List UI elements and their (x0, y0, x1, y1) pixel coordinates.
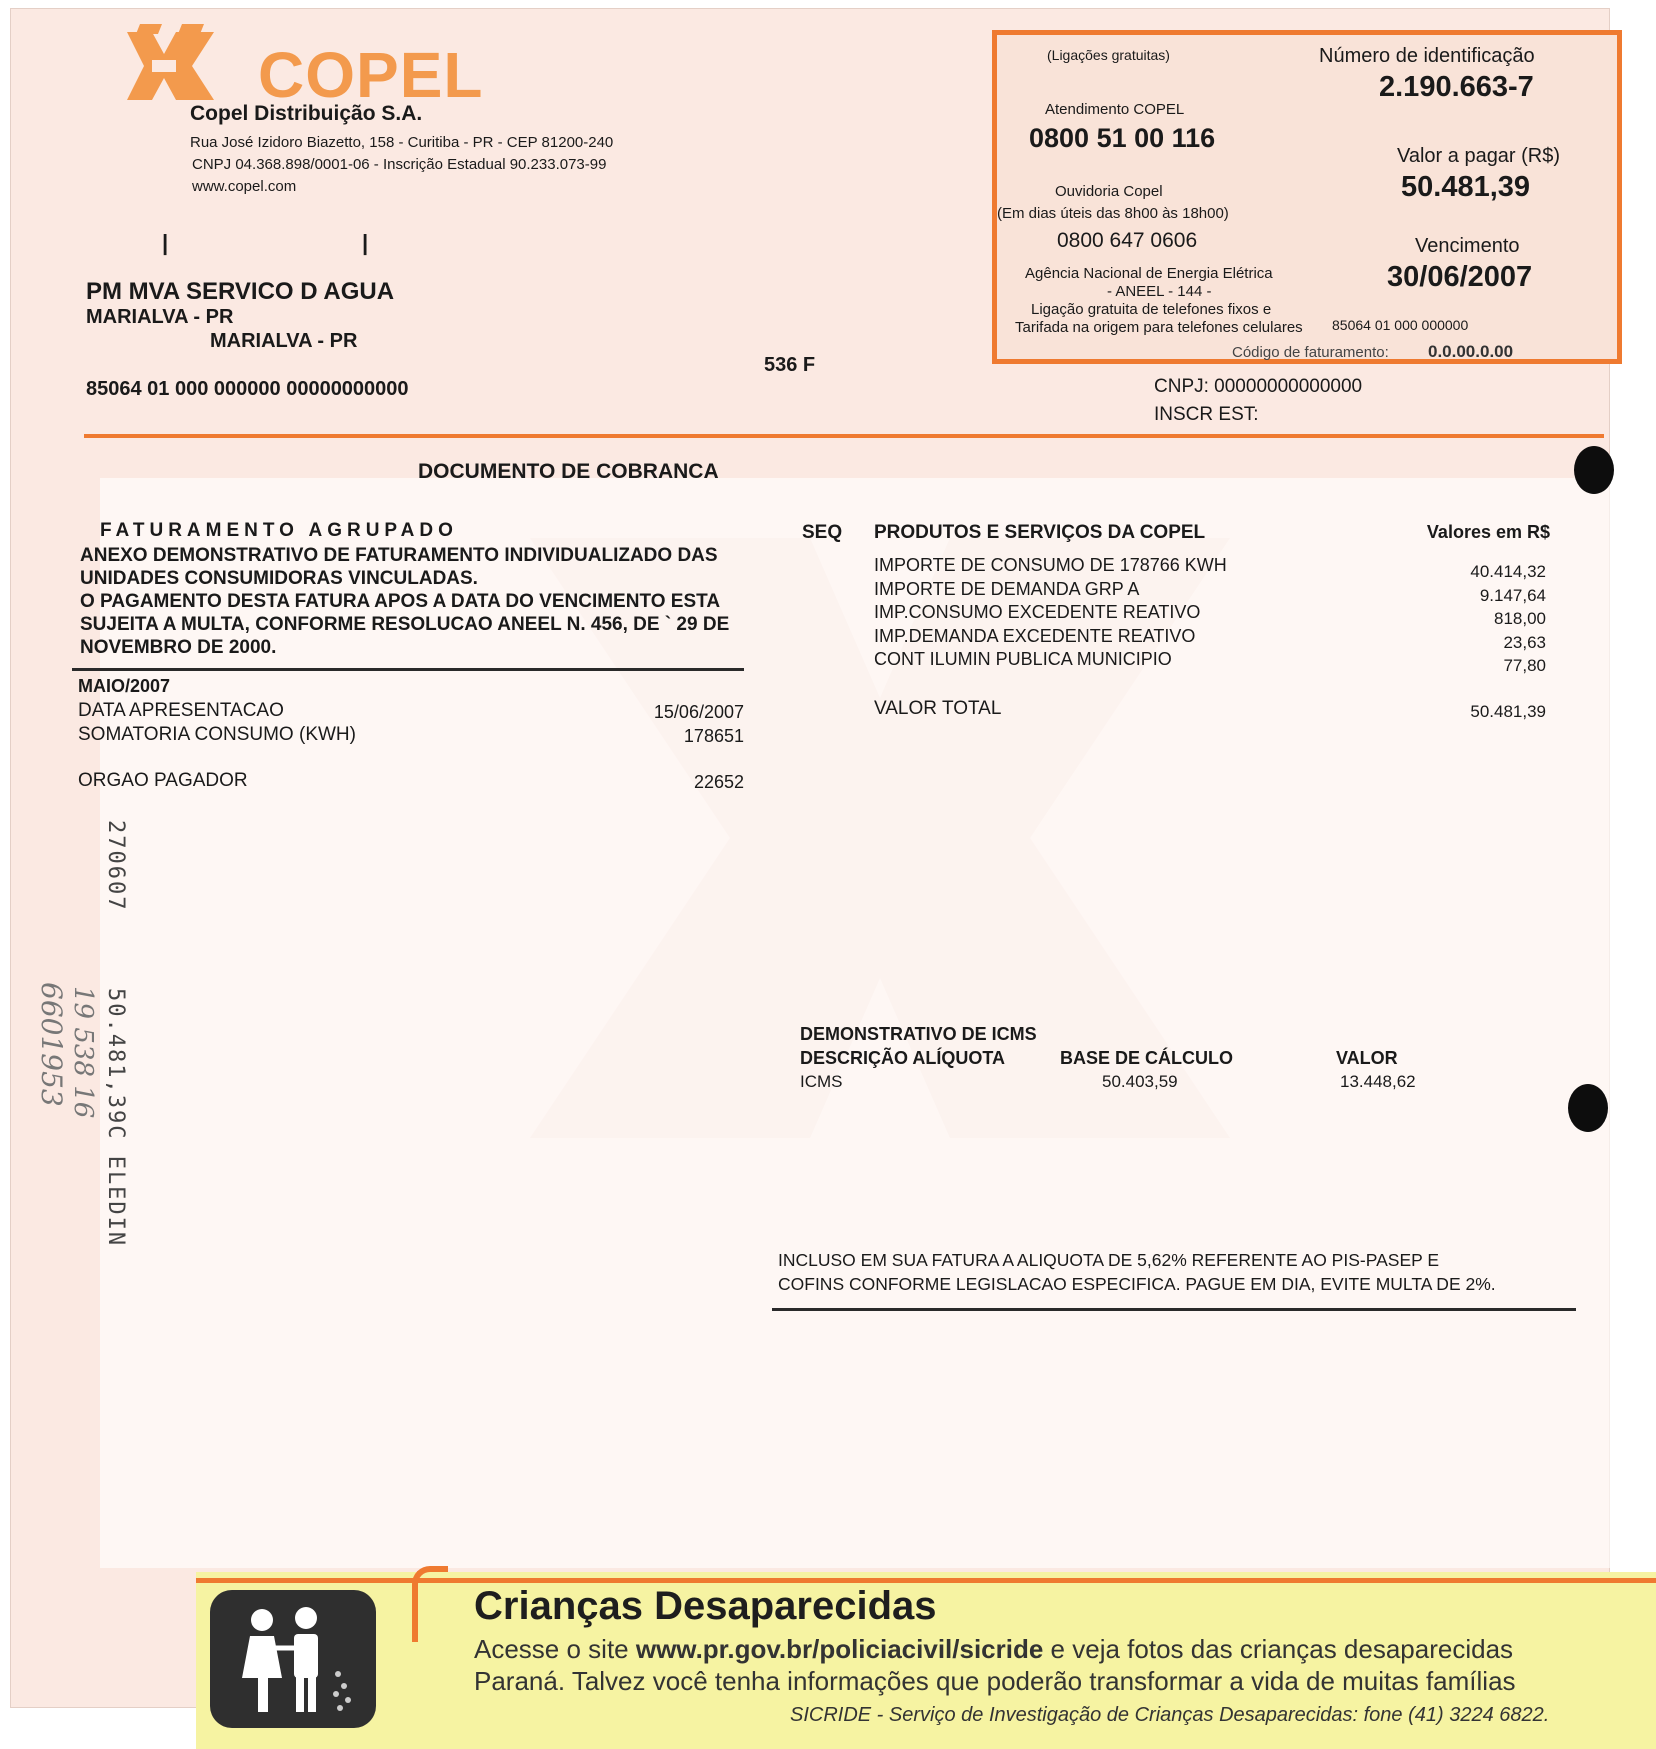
billing-code-value: 0.0.00.0.00 (1428, 342, 1514, 361)
icms-desc: ICMS (800, 1072, 843, 1091)
handwritten-note: 19 538 16 (68, 986, 98, 1119)
summary-value: 15/06/2007 (653, 702, 744, 722)
payment-info-box (992, 30, 1622, 364)
summary-value: 178651 (683, 726, 744, 746)
punch-hole (1574, 446, 1614, 494)
free-calls-label: (Ligações gratuitas) (1047, 47, 1170, 63)
tick-mark: | (162, 230, 169, 255)
notice-line: NOVEMBRO DE 2000. (80, 637, 277, 658)
product-item-value: 40.414,32 (1470, 562, 1546, 581)
company-address: Rua José Izidoro Biazetto, 158 - Curitiba - PR - CEP 81200-240 (190, 134, 614, 151)
billing-period: MAIO/2007 (78, 676, 171, 696)
icms-col-base: BASE DE CÁLCULO (1060, 1048, 1234, 1068)
notice-line: UNIDADES CONSUMIDORAS VINCULADAS. (80, 568, 478, 589)
product-list (874, 554, 1227, 672)
summary-label: SOMATORIA CONSUMO (KWH) (78, 724, 356, 745)
billing-code-label: Código de faturamento: (1232, 344, 1389, 361)
stamp-vertical: 270607 (103, 820, 128, 912)
amount-label: Valor a pagar (R$) (1397, 145, 1561, 167)
notice-line: ANEXO DEMONSTRATIVO DE FATURAMENTO INDIVIDUALIZADO DAS (80, 545, 718, 566)
grouped-billing-heading: FATURAMENTO AGRUPADO (100, 520, 458, 541)
values-header: Valores em R$ (1426, 522, 1550, 542)
atendimento-phone: 0800 51 00 116 (1029, 123, 1216, 153)
product-item-value: 23,63 (1503, 632, 1546, 652)
aneel-line-2: - ANEEL - 144 - (1107, 283, 1212, 300)
customer-city-secondary: MARIALVA - PR (210, 330, 358, 352)
stamp-vertical: 50.481,39C ELEDIN (103, 988, 128, 1248)
due-value: 30/06/2007 (1387, 261, 1533, 293)
customer-name: PM MVA SERVICO D AGUA (86, 278, 395, 305)
customer-cnpj: CNPJ: 00000000000000 (1154, 376, 1363, 397)
note-divider (772, 1308, 1576, 1311)
banner-line-2: Paraná. Talvez você tenha informações que poderão transformar a vida de muitas famílias (474, 1666, 1516, 1696)
tick-mark: | (362, 230, 369, 255)
company-cnpj: CNPJ 04.368.898/0001-06 - Inscrição Estadual 90.233.073-99 (192, 156, 607, 173)
ouvidoria-label: Ouvidoria Copel (1055, 183, 1163, 200)
icms-col-value: VALOR (1336, 1048, 1398, 1068)
product-item-value: 818,00 (1494, 609, 1546, 628)
tax-note-line: INCLUSO EM SUA FATURA A ALIQUOTA DE 5,62% REFERENTE AO PIS-PASEP E (778, 1250, 1440, 1270)
banner-line-1 (474, 1634, 1513, 1665)
icms-title: DEMONSTRATIVO DE ICMS (800, 1024, 1037, 1044)
product-item-value: 77,80 (1503, 656, 1546, 675)
bill-page (10, 8, 1610, 1708)
sicride-link[interactable]: www.pr.gov.br/policiacivil/sicride (635, 1634, 1044, 1664)
products-header: PRODUTOS E SERVIÇOS DA COPEL (874, 522, 1206, 543)
family-icon (210, 1590, 376, 1728)
route-code: 536 F (764, 354, 816, 376)
company-name: Copel Distribuição S.A. (190, 102, 423, 125)
aneel-line-1: Agência Nacional de Energia Elétrica (1025, 265, 1273, 282)
seq-header: SEQ (802, 522, 843, 543)
banner-contact: SICRIDE - Serviço de Investigação de Crianças Desaparecidas: fone (41) 3224 6822. (790, 1704, 1550, 1726)
customer-codes: 85064 01 000 000000 (1332, 317, 1469, 333)
atendimento-label: Atendimento COPEL (1045, 101, 1185, 118)
product-values (1390, 560, 1546, 678)
summary-value: 22652 (693, 772, 744, 792)
product-item-value: 9.147,64 (1479, 585, 1546, 605)
section-divider (84, 434, 1604, 438)
product-item-label: IMPORTE DE DEMANDA GRP A (874, 578, 1140, 599)
notice-line: SUJEITA A MULTA, CONFORME RESOLUCAO ANEEL N. 456, DE ` 29 DE (80, 614, 730, 635)
product-item-label: IMP.CONSUMO EXCEDENTE REATIVO (874, 602, 1201, 622)
id-label: Número de identificação (1319, 45, 1535, 67)
tax-note-line: COFINS CONFORME LEGISLACAO ESPECIFICA. PAGUE EM DIA, EVITE MULTA DE 2%. (778, 1274, 1496, 1294)
product-item-label: CONT ILUMIN PUBLICA MUNICIPIO (874, 649, 1172, 669)
ouvidoria-phone: 0800 647 0606 (1057, 229, 1198, 252)
summary-label: DATA APRESENTACAO (78, 700, 284, 721)
brand-name: COPEL (258, 39, 484, 111)
tax-note (778, 1248, 1496, 1296)
notice-divider (72, 668, 744, 671)
banner-text: Acesse o site (474, 1634, 636, 1664)
punch-hole (1568, 1084, 1608, 1132)
total-label: VALOR TOTAL (874, 698, 1002, 719)
customer-city: MARIALVA - PR (86, 306, 234, 328)
aneel-line-4: Tarifada na origem para telefones celulares (1015, 319, 1303, 336)
product-item-label: IMPORTE DE CONSUMO DE 178766 KWH (874, 555, 1227, 575)
total-value: 50.481,39 (1470, 702, 1546, 721)
amount-value: 50.481,39 (1401, 171, 1531, 203)
billing-notice (80, 544, 729, 659)
icms-value: 13.448,62 (1340, 1072, 1416, 1091)
product-item-label: IMP.DEMANDA EXCEDENTE REATIVO (874, 625, 1196, 646)
icms-col-desc: DESCRIÇÃO ALÍQUOTA (800, 1048, 1005, 1068)
ouvidoria-hours: (Em dias úteis das 8h00 às 18h00) (997, 205, 1229, 222)
family-icon-tile (210, 1590, 376, 1728)
banner-text: e veja fotos das crianças desaparecidas (1043, 1634, 1514, 1664)
handwritten-note: 6601953 (35, 982, 68, 1107)
company-website[interactable]: www.copel.com (192, 178, 297, 195)
aneel-line-3: Ligação gratuita de telefones fixos e (1031, 301, 1272, 318)
customer-inscr: INSCR EST: (1154, 404, 1259, 425)
banner-corner-accent (412, 1566, 448, 1642)
due-label: Vencimento (1415, 235, 1520, 257)
customer-account: 85064 01 000 000000 00000000000 (86, 378, 409, 400)
icms-base: 50.403,59 (1102, 1072, 1178, 1091)
id-value: 2.190.663-7 (1379, 71, 1534, 103)
banner-title: Crianças Desaparecidas (474, 1584, 937, 1628)
notice-line: O PAGAMENTO DESTA FATURA APOS A DATA DO VENCIMENTO ESTA (80, 591, 721, 612)
summary-label: ORGAO PAGADOR (78, 770, 248, 791)
document-title: DOCUMENTO DE COBRANCA (418, 460, 719, 483)
